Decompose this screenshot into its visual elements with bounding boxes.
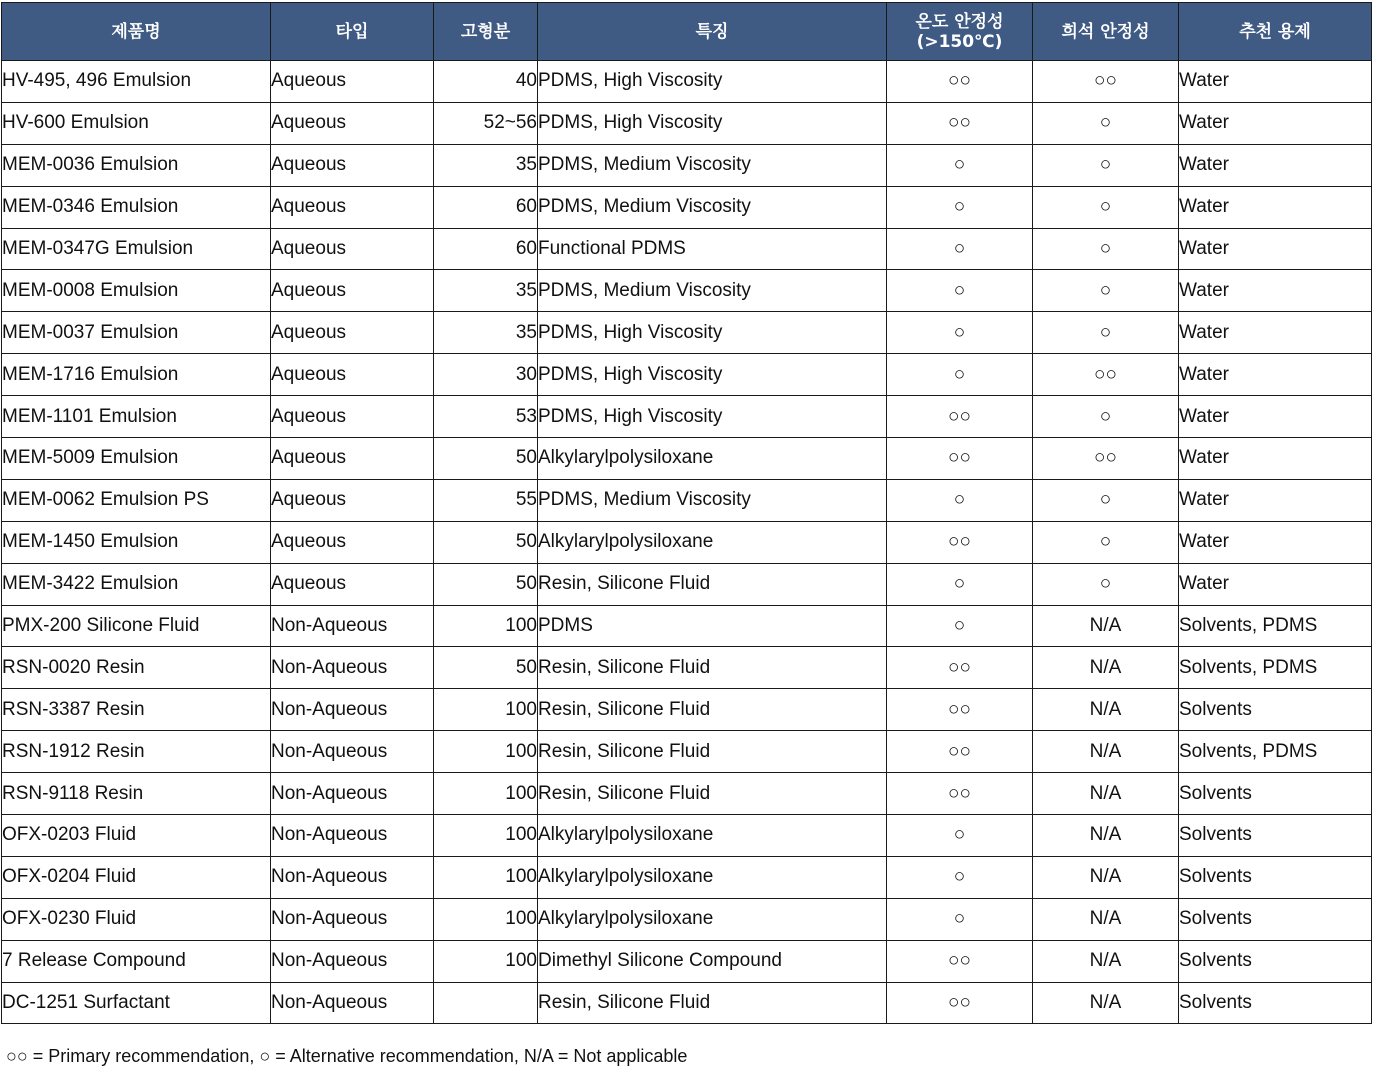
cell-temperature-stability: ○○ xyxy=(887,61,1033,103)
cell-temperature-stability: ○○ xyxy=(887,438,1033,480)
cell-features: Alkylarylpolysiloxane xyxy=(538,438,887,480)
cell-solids: 50 xyxy=(434,647,538,689)
table-row xyxy=(2,940,1372,982)
cell-recommended-solvent: Water xyxy=(1179,521,1372,563)
cell-temperature-stability: ○○ xyxy=(887,773,1033,815)
table-row xyxy=(2,312,1372,354)
cell-dilution-stability: ○ xyxy=(1033,228,1179,270)
cell-features: Alkylarylpolysiloxane xyxy=(538,856,887,898)
header-dilution-stability: 희석 안정성 xyxy=(1033,3,1179,61)
cell-features: Resin, Silicone Fluid xyxy=(538,773,887,815)
cell-solids: 35 xyxy=(434,144,538,186)
cell-type: Aqueous xyxy=(271,354,434,396)
cell-temperature-stability: ○ xyxy=(887,856,1033,898)
cell-product: MEM-1101 Emulsion xyxy=(2,396,271,438)
cell-solids: 50 xyxy=(434,438,538,480)
cell-temperature-stability: ○○ xyxy=(887,647,1033,689)
cell-solids: 35 xyxy=(434,312,538,354)
cell-product: DC-1251 Surfactant xyxy=(2,982,271,1024)
cell-solids: 40 xyxy=(434,61,538,103)
cell-product: MEM-0008 Emulsion xyxy=(2,270,271,312)
cell-dilution-stability: ○○ xyxy=(1033,61,1179,103)
cell-features: Resin, Silicone Fluid xyxy=(538,982,887,1024)
cell-solids: 50 xyxy=(434,521,538,563)
cell-features: PDMS, High Viscosity xyxy=(538,102,887,144)
cell-features: PDMS, High Viscosity xyxy=(538,354,887,396)
cell-type: Non-Aqueous xyxy=(271,898,434,940)
cell-dilution-stability: ○○ xyxy=(1033,354,1179,396)
table-row xyxy=(2,521,1372,563)
cell-features: PDMS, Medium Viscosity xyxy=(538,186,887,228)
cell-dilution-stability: ○ xyxy=(1033,312,1179,354)
cell-recommended-solvent: Solvents, PDMS xyxy=(1179,647,1372,689)
cell-features: Alkylarylpolysiloxane xyxy=(538,898,887,940)
cell-temperature-stability: ○○ xyxy=(887,982,1033,1024)
table-row xyxy=(2,815,1372,857)
cell-recommended-solvent: Solvents xyxy=(1179,898,1372,940)
cell-recommended-solvent: Solvents, PDMS xyxy=(1179,605,1372,647)
cell-product: OFX-0230 Fluid xyxy=(2,898,271,940)
header-solids: 고형분 xyxy=(434,3,538,61)
cell-features: Resin, Silicone Fluid xyxy=(538,647,887,689)
cell-features: Dimethyl Silicone Compound xyxy=(538,940,887,982)
header-row xyxy=(2,3,1372,61)
cell-type: Aqueous xyxy=(271,521,434,563)
cell-dilution-stability: ○ xyxy=(1033,479,1179,521)
table-row xyxy=(2,186,1372,228)
cell-type: Aqueous xyxy=(271,102,434,144)
cell-solids: 52~56 xyxy=(434,102,538,144)
cell-product: OFX-0203 Fluid xyxy=(2,815,271,857)
cell-product: MEM-0346 Emulsion xyxy=(2,186,271,228)
cell-temperature-stability: ○○ xyxy=(887,396,1033,438)
cell-solids: 55 xyxy=(434,479,538,521)
cell-type: Aqueous xyxy=(271,228,434,270)
cell-recommended-solvent: Water xyxy=(1179,479,1372,521)
cell-temperature-stability: ○ xyxy=(887,228,1033,270)
cell-solids: 100 xyxy=(434,940,538,982)
table-row xyxy=(2,396,1372,438)
cell-product: MEM-5009 Emulsion xyxy=(2,438,271,480)
cell-product: MEM-0036 Emulsion xyxy=(2,144,271,186)
table-row xyxy=(2,605,1372,647)
cell-features: Functional PDMS xyxy=(538,228,887,270)
cell-recommended-solvent: Water xyxy=(1179,186,1372,228)
cell-solids xyxy=(434,982,538,1024)
cell-type: Non-Aqueous xyxy=(271,689,434,731)
table-body xyxy=(2,61,1372,1024)
cell-dilution-stability: ○ xyxy=(1033,521,1179,563)
cell-solids: 100 xyxy=(434,689,538,731)
header-features: 특징 xyxy=(538,3,887,61)
cell-product: OFX-0204 Fluid xyxy=(2,856,271,898)
legend-footnote: ○○ = Primary recommendation, ○ = Alternative recommendation, N/A = Not applicable xyxy=(6,1046,688,1066)
cell-dilution-stability: ○ xyxy=(1033,102,1179,144)
table-row xyxy=(2,898,1372,940)
cell-features: Alkylarylpolysiloxane xyxy=(538,521,887,563)
cell-recommended-solvent: Water xyxy=(1179,312,1372,354)
cell-temperature-stability: ○ xyxy=(887,144,1033,186)
cell-type: Non-Aqueous xyxy=(271,647,434,689)
cell-temperature-stability: ○ xyxy=(887,354,1033,396)
cell-temperature-stability: ○ xyxy=(887,605,1033,647)
table-row xyxy=(2,479,1372,521)
cell-type: Non-Aqueous xyxy=(271,856,434,898)
cell-solids: 100 xyxy=(434,856,538,898)
cell-recommended-solvent: Water xyxy=(1179,102,1372,144)
table-row xyxy=(2,563,1372,605)
cell-recommended-solvent: Water xyxy=(1179,438,1372,480)
table-row xyxy=(2,689,1372,731)
table-row xyxy=(2,270,1372,312)
cell-solids: 50 xyxy=(434,563,538,605)
cell-type: Aqueous xyxy=(271,144,434,186)
table-row xyxy=(2,354,1372,396)
cell-product: HV-495, 496 Emulsion xyxy=(2,61,271,103)
cell-type: Non-Aqueous xyxy=(271,982,434,1024)
cell-temperature-stability: ○ xyxy=(887,270,1033,312)
cell-product: PMX-200 Silicone Fluid xyxy=(2,605,271,647)
cell-type: Non-Aqueous xyxy=(271,940,434,982)
cell-features: Resin, Silicone Fluid xyxy=(538,563,887,605)
cell-dilution-stability: N/A xyxy=(1033,982,1179,1024)
table-row xyxy=(2,856,1372,898)
cell-temperature-stability: ○○ xyxy=(887,689,1033,731)
cell-recommended-solvent: Solvents xyxy=(1179,940,1372,982)
cell-solids: 100 xyxy=(434,773,538,815)
cell-dilution-stability: ○ xyxy=(1033,186,1179,228)
cell-recommended-solvent: Solvents xyxy=(1179,982,1372,1024)
table-row xyxy=(2,982,1372,1024)
cell-recommended-solvent: Water xyxy=(1179,270,1372,312)
cell-recommended-solvent: Water xyxy=(1179,228,1372,270)
cell-dilution-stability: N/A xyxy=(1033,898,1179,940)
cell-recommended-solvent: Water xyxy=(1179,61,1372,103)
cell-type: Aqueous xyxy=(271,61,434,103)
cell-recommended-solvent: Solvents xyxy=(1179,773,1372,815)
cell-product: MEM-1716 Emulsion xyxy=(2,354,271,396)
cell-dilution-stability: N/A xyxy=(1033,647,1179,689)
cell-temperature-stability: ○○ xyxy=(887,102,1033,144)
cell-dilution-stability: N/A xyxy=(1033,940,1179,982)
header-temp-line2: (>150℃) xyxy=(916,31,1003,52)
cell-features: PDMS xyxy=(538,605,887,647)
table-row xyxy=(2,731,1372,773)
cell-features: PDMS, High Viscosity xyxy=(538,312,887,354)
cell-dilution-stability: ○ xyxy=(1033,396,1179,438)
cell-dilution-stability: ○○ xyxy=(1033,438,1179,480)
cell-dilution-stability: N/A xyxy=(1033,731,1179,773)
cell-recommended-solvent: Solvents xyxy=(1179,815,1372,857)
cell-solids: 100 xyxy=(434,898,538,940)
cell-type: Non-Aqueous xyxy=(271,605,434,647)
cell-product: MEM-0062 Emulsion PS xyxy=(2,479,271,521)
cell-features: PDMS, Medium Viscosity xyxy=(538,270,887,312)
cell-product: 7 Release Compound xyxy=(2,940,271,982)
cell-type: Aqueous xyxy=(271,270,434,312)
cell-type: Aqueous xyxy=(271,479,434,521)
cell-solids: 30 xyxy=(434,354,538,396)
cell-dilution-stability: ○ xyxy=(1033,144,1179,186)
table-row xyxy=(2,144,1372,186)
cell-solids: 35 xyxy=(434,270,538,312)
cell-dilution-stability: N/A xyxy=(1033,815,1179,857)
cell-type: Aqueous xyxy=(271,312,434,354)
cell-recommended-solvent: Solvents xyxy=(1179,856,1372,898)
product-table xyxy=(1,2,1372,1024)
cell-solids: 60 xyxy=(434,228,538,270)
cell-recommended-solvent: Solvents xyxy=(1179,689,1372,731)
cell-product: RSN-3387 Resin xyxy=(2,689,271,731)
cell-product: HV-600 Emulsion xyxy=(2,102,271,144)
header-product: 제품명 xyxy=(2,3,271,61)
cell-type: Non-Aqueous xyxy=(271,773,434,815)
cell-type: Aqueous xyxy=(271,186,434,228)
table-row xyxy=(2,228,1372,270)
cell-solids: 53 xyxy=(434,396,538,438)
cell-product: MEM-0037 Emulsion xyxy=(2,312,271,354)
cell-features: Alkylarylpolysiloxane xyxy=(538,815,887,857)
cell-features: PDMS, High Viscosity xyxy=(538,61,887,103)
table-row xyxy=(2,102,1372,144)
cell-temperature-stability: ○ xyxy=(887,563,1033,605)
cell-type: Aqueous xyxy=(271,396,434,438)
cell-dilution-stability: N/A xyxy=(1033,605,1179,647)
cell-dilution-stability: N/A xyxy=(1033,689,1179,731)
cell-temperature-stability: ○ xyxy=(887,186,1033,228)
cell-dilution-stability: ○ xyxy=(1033,270,1179,312)
cell-features: Resin, Silicone Fluid xyxy=(538,731,887,773)
cell-temperature-stability: ○○ xyxy=(887,940,1033,982)
cell-features: Resin, Silicone Fluid xyxy=(538,689,887,731)
cell-solids: 100 xyxy=(434,731,538,773)
cell-dilution-stability: N/A xyxy=(1033,773,1179,815)
cell-dilution-stability: ○ xyxy=(1033,563,1179,605)
cell-product: MEM-0347G Emulsion xyxy=(2,228,271,270)
cell-product: RSN-1912 Resin xyxy=(2,731,271,773)
cell-solids: 60 xyxy=(434,186,538,228)
header-recommended-solvent: 추천 용제 xyxy=(1179,3,1372,61)
cell-temperature-stability: ○ xyxy=(887,898,1033,940)
table-row xyxy=(2,61,1372,103)
cell-temperature-stability: ○○ xyxy=(887,521,1033,563)
header-type: 타입 xyxy=(271,3,434,61)
cell-product: MEM-1450 Emulsion xyxy=(2,521,271,563)
table-row xyxy=(2,647,1372,689)
cell-type: Non-Aqueous xyxy=(271,731,434,773)
table-row xyxy=(2,438,1372,480)
cell-recommended-solvent: Water xyxy=(1179,354,1372,396)
cell-type: Aqueous xyxy=(271,563,434,605)
cell-recommended-solvent: Water xyxy=(1179,396,1372,438)
cell-recommended-solvent: Water xyxy=(1179,144,1372,186)
cell-temperature-stability: ○ xyxy=(887,479,1033,521)
cell-recommended-solvent: Solvents, PDMS xyxy=(1179,731,1372,773)
cell-dilution-stability: N/A xyxy=(1033,856,1179,898)
cell-temperature-stability: ○○ xyxy=(887,731,1033,773)
cell-type: Non-Aqueous xyxy=(271,815,434,857)
header-temperature-stability xyxy=(887,3,1033,61)
cell-features: PDMS, Medium Viscosity xyxy=(538,479,887,521)
cell-product: RSN-9118 Resin xyxy=(2,773,271,815)
cell-solids: 100 xyxy=(434,605,538,647)
cell-features: PDMS, High Viscosity xyxy=(538,396,887,438)
cell-type: Aqueous xyxy=(271,438,434,480)
cell-temperature-stability: ○ xyxy=(887,312,1033,354)
cell-features: PDMS, Medium Viscosity xyxy=(538,144,887,186)
table-row xyxy=(2,773,1372,815)
cell-product: RSN-0020 Resin xyxy=(2,647,271,689)
cell-solids: 100 xyxy=(434,815,538,857)
cell-product: MEM-3422 Emulsion xyxy=(2,563,271,605)
header-temp-line1: 온도 안정성 xyxy=(915,11,1004,32)
cell-recommended-solvent: Water xyxy=(1179,563,1372,605)
cell-temperature-stability: ○ xyxy=(887,815,1033,857)
